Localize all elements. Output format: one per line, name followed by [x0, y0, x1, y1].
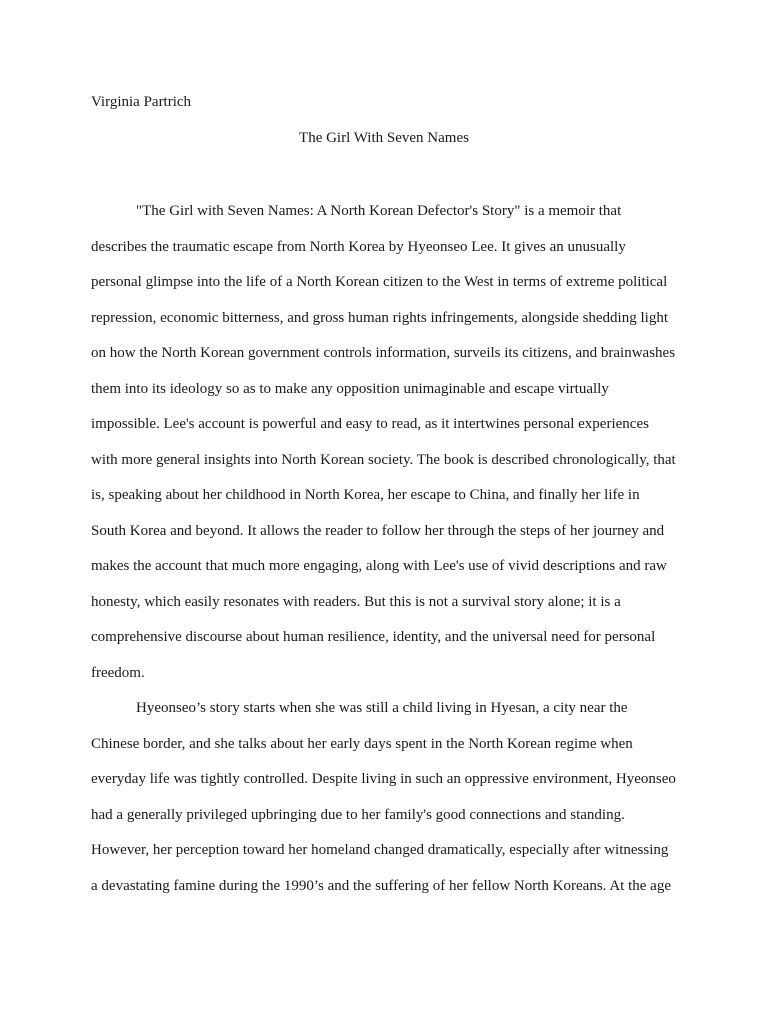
- text-line: However, her perception toward her homeland changed dramatically, especially after witnessing: [91, 842, 669, 858]
- text-line: repression, economic bitterness, and gross human rights infringements, alongside shedding light: [91, 309, 668, 326]
- text-line: personal glimpse into the life of a North Korean citizen to the West in terms of extreme political: [91, 274, 668, 290]
- text-line: South Korea and beyond. It allows the reader to follow her through the steps of her journey and: [91, 522, 665, 539]
- text-line: a devastating famine during the 1990’s and the suffering of her fellow North Koreans. At the age: [91, 877, 671, 894]
- text-line: with more general insights into North Korean society. The book is described chronologically, that: [91, 451, 676, 468]
- text-line: comprehensive discourse about human resilience, identity, and the universal need for personal: [91, 629, 656, 645]
- document-title: The Girl With Seven Names: [299, 130, 469, 146]
- text-line: describes the traumatic escape from North Korea by Hyeonseo Lee. It gives an unusually: [91, 238, 626, 255]
- text-line: makes the account that much more engaging, along with Lee's use of vivid descriptions and raw: [91, 558, 667, 574]
- text-line: Chinese border, and she talks about her early days spent in the North Korean regime when: [91, 735, 633, 752]
- text-line: impossible. Lee's account is powerful and easy to read, as it intertwines personal experiences: [91, 416, 649, 432]
- text-line: Hyeonseo’s story starts when she was still a child living in Hyesan, a city near the: [136, 700, 628, 716]
- text-line: is, speaking about her childhood in North Korea, her escape to China, and finally her life in: [91, 487, 640, 503]
- text-line: honesty, which easily resonates with readers. But this is not a survival story alone; it is a: [91, 593, 621, 610]
- text-line: "The Girl with Seven Names: A North Korean Defector's Story" is a memoir that: [136, 203, 622, 219]
- text-line: everyday life was tightly controlled. Despite living in such an oppressive environment, Hyeonseo: [91, 771, 676, 787]
- author-name: Virginia Partrich: [91, 94, 192, 110]
- text-line: had a generally privileged upbringing due to her family's good connections and standing.: [91, 806, 625, 823]
- text-line: on how the North Korean government controls information, surveils its citizens, and brainwashes: [91, 345, 676, 361]
- text-line: freedom.: [91, 664, 145, 681]
- text-line: them into its ideology so as to make any opposition unimaginable and escape virtually: [91, 380, 609, 397]
